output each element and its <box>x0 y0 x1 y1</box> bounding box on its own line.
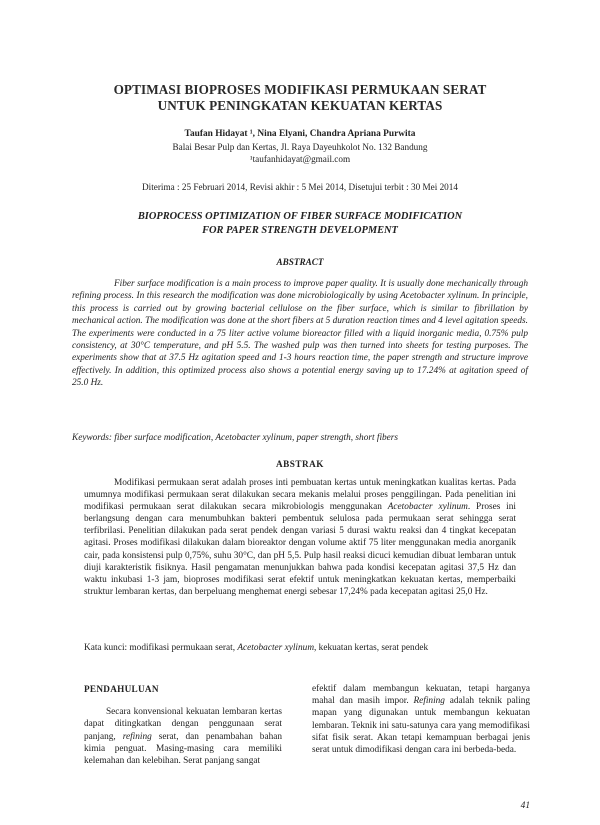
paper-title <box>60 82 540 114</box>
kata-kunci-species: Acetobacter xylinum <box>237 643 315 653</box>
intro-left-refining: refining <box>122 731 152 742</box>
abstract-heading: ABSTRACT <box>276 257 324 267</box>
intro-right-refining: Refining <box>413 696 445 707</box>
abstract-species: Acetobacter xylinum <box>400 291 477 302</box>
english-title-line-1: BIOPROCESS OPTIMIZATION OF FIBER SURFACE MODIFICATION <box>137 211 463 222</box>
abstrak-body <box>84 477 516 598</box>
kata-kunci <box>84 642 516 654</box>
author-list: Taufan Hidayat ¹, Nina Elyani, Chandra Apriana Purwita <box>184 129 416 139</box>
abstract-body <box>72 278 528 390</box>
paper-title-line-2: UNTUK PENINGKATAN KEKUATAN KERTAS <box>157 98 443 113</box>
abstrak-text-2: . Proses ini berlangsung dengan cara menumbuhkan bakteri pembentuk selulosa pada permukaan serat sehingga serat terfibrilasi. Penelitian dilakukan pada serat pendek dengan variasi 5 durasi waktu reaksi dan 4 tingkat kecepatan agitasi. Proses modifikasi dilakukan dalam bioreaktor dengan volume aktif 75 liter menggunakan media anorganik cair, pada konsistensi pulp 0,75%, suhu 30°C, dan pH 5,5. Pulp hasil reaksi dicuci kemudian dibuat lembaran untuk diuji karakteristik fisiknya. Hasil pengamatan menunjukkan bahwa pada kondisi kecepatan agitasi 37,5 Hz dan waktu inkubasi 1-3 jam, bioproses modifikasi serat efektif untuk meningkatkan kekuatan kertas, memperbaiki struktur lembaran kertas, dan berpeluang menghemat energi sebesar 17,24% pada kecepatan agitasi 25,0 Hz. <box>84 502 516 597</box>
kata-kunci-text-1: Kata kunci: modifikasi permukaan serat, <box>84 643 238 653</box>
intro-left-text-1: Secara konvensional kekuatan lembaran kertas dapat ditingkatkan dengan penggunaan serat panjang, <box>84 707 282 742</box>
intro-right-text-2: adalah teknik paling mapan yang digunakan untuk membangun kekuatan lembaran. Teknik ini satu-satunya cara yang memodifikasi sifat fisik serat. Akan tetapi kemampuan berbagai jenis serat untuk dimodifikasi dengan cara ini berbeda-beda. <box>312 696 530 756</box>
abstrak-species: Acetobacter xylinum <box>387 502 468 513</box>
kata-kunci-text-2: , kekuatan kertas, serat pendek <box>314 643 429 653</box>
keywords: Keywords: fiber surface modification, Acetobacter xylinum, paper strength, short fibers <box>72 433 399 443</box>
author-email: ¹taufanhidayat@gmail.com <box>249 154 351 164</box>
intro-left-text-2: serat, dan penambahan bahan kimia penguat. Masing-masing cara memiliki kelemahan dan kelebihan. Serat panjang sangat <box>84 731 282 767</box>
introduction-left-column <box>84 683 282 767</box>
section-heading-pendahuluan: PENDAHULUAN <box>84 684 159 694</box>
paper-title-line-1: OPTIMASI BIOPROSES MODIFIKASI PERMUKAAN SERAT <box>113 82 487 97</box>
abstrak-text-1: Modifikasi permukaan serat adalah proses inti pembuatan kertas untuk meningkatkan kualitas kertas. Pada umumnya modifikasi permukaan serat dilakukan secara mekanis melalui proses penggilingan. Pada penelitian ini modifikasi permukaan serat dilakukan secara mikrobiologis menggunakan <box>84 478 516 513</box>
english-title <box>60 210 540 238</box>
intro-right-text-1: efektif dalam membangun kekuatan, tetapi harganya mahal dan masih impor. <box>312 684 530 707</box>
submission-dates: Diterima : 25 Februari 2014, Revisi akhir : 5 Mei 2014, Disetujui terbit : 30 Mei 2014 <box>142 182 458 192</box>
abstract-text-1: Fiber surface modification is a main process to improve paper quality. It is usually done mechanically through refining process. In this research the modification was done microbiologically by using <box>72 279 528 302</box>
english-title-line-2: FOR PAPER STRENGTH DEVELOPMENT <box>202 225 398 236</box>
page-number: 41 <box>520 801 530 811</box>
abstract-text-2: . In principle, this process is carried out by growing bacterial cellulose on the fiber surface, which is similar to fibrillation by mechanical action. The modification was done at the short fibers at 5 duration reaction times and 4 level agitation speeds. The experiments were conducted in a 75 liter active volume bioreactor filled with a liquid inorganic media, 0.75% pulp consistency, at 30°C temperature, and pH 5.5. The washed pulp was then turned into sheets for testing purposes. The experiments show that at 37.5 Hz agitation speed and 1-3 hours reaction time, the paper strength and structure improve effectively. In addition, this optimized process also shows a potential energy saving up to 17.24% at agitation speed of 25.0 Hz. <box>72 291 528 389</box>
abstrak-heading: ABSTRAK <box>276 459 324 469</box>
introduction-right-column <box>312 683 530 756</box>
author-affiliation: Balai Besar Pulp dan Kertas, Jl. Raya Dayeuhkolot No. 132 Bandung <box>172 142 428 152</box>
